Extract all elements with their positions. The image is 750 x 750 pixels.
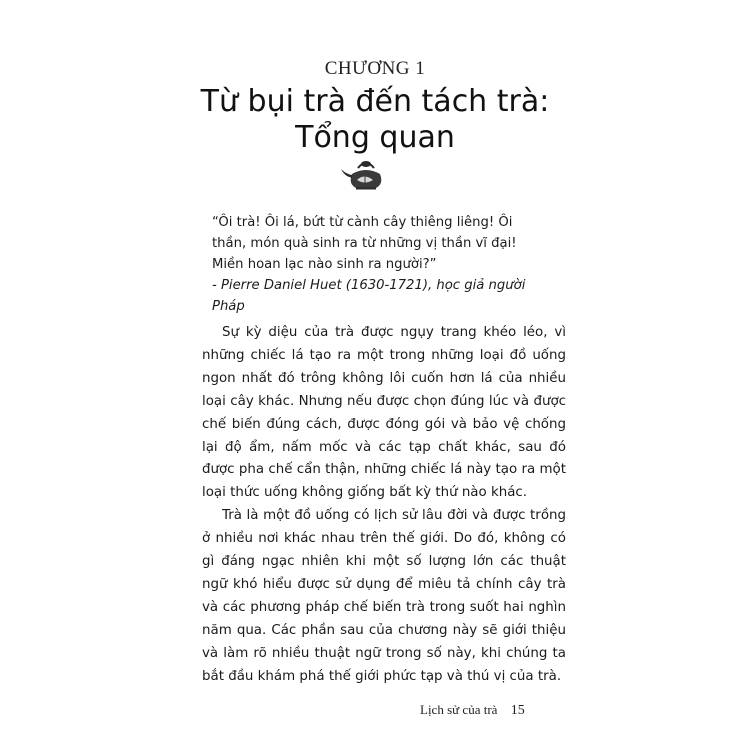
chapter-title-line-2: Tổng quan — [295, 120, 455, 155]
running-head: Lịch sử của trà — [420, 702, 498, 717]
paragraph: Trà là một đồ uống có lịch sử lâu đời và được trồng ở nhiều nơi khác nhau trên thế giới. Do đó, không có gì đáng ngạc nhiên khi một số lượng lớn các thuật ngữ khó hiểu được sử dụng để miêu tả chính cây trà và các phương pháp chế biến trà trong suốt hai nghìn năm qua. Các phần sau của chương này sẽ giới thiệu và làm rõ nhiều thuật ngữ trong số này, khi chúng ta bắt đầu khám phá thế giới phức tạp và thú vị của trà. — [202, 508, 566, 684]
chapter-title — [0, 84, 750, 156]
page-number: 15 — [510, 703, 525, 718]
body-text — [202, 322, 566, 689]
epigraph-attribution: - Pierre Daniel Huet (1630-1721), học giả người Pháp — [212, 278, 526, 314]
epigraph-quote: “Ôi trà! Ôi lá, bứt từ cành cây thiêng liêng! Ôi thần, món quà sinh ra từ những vị thần vĩ đại! Miền hoan lạc nào sinh ra người?” — [212, 215, 517, 272]
teapot-icon — [340, 160, 392, 190]
page-footer — [420, 702, 570, 719]
paragraph: Sự kỳ diệu của trà được ngụy trang khéo léo, vì những chiếc lá tạo ra một trong những loại đồ uống ngon nhất đó trông không lôi cuốn hơn lá của nhiều loại cây khác. Nhưng nếu được chọn đúng lúc và được chế biến đúng cách, được đóng gói và bảo vệ chống lại độ ẩm, nấm mốc và các tạp chất khác, sau đó được pha chế cẩn thận, những chiếc lá này tạo ra một loại thức uống không giống bất kỳ thứ nào khác. — [202, 325, 566, 501]
chapter-label: CHƯƠNG 1 — [324, 58, 426, 79]
epigraph — [212, 212, 532, 317]
chapter-title-line-1: Từ bụi trà đến tách trà: — [200, 84, 550, 119]
